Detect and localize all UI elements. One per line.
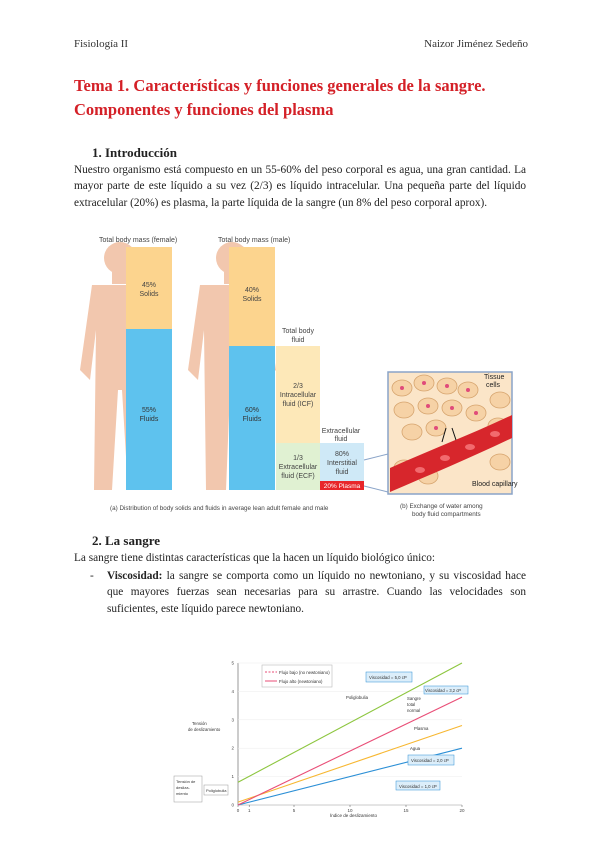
label-sangre-1: Sangre	[407, 696, 421, 701]
y-tick-label: 2	[231, 745, 234, 751]
y-tick-label: 4	[231, 688, 234, 694]
caption-b1: (b) Exchange of water among	[400, 503, 483, 510]
legend-high-flow: Flujo alto (newtoniano)	[279, 679, 323, 684]
header-right: Naizor Jiménez Sedeño	[424, 38, 528, 50]
caption-a: (a) Distribution of body solids and fluids in average lean adult female and male	[110, 505, 329, 512]
viscosity-chart	[170, 655, 470, 820]
body-fluids-figure	[0, 230, 600, 520]
bullet-dash: -	[90, 570, 94, 582]
blood-capillary-label: Blood capillary	[472, 481, 518, 488]
ecf-1: 1/3	[293, 455, 303, 462]
x-tick-label: 10	[347, 808, 353, 813]
visc-mid: Viscosidad = 3,2 cP	[425, 688, 461, 693]
y-tick-label: 1	[231, 774, 234, 780]
section-heading-introduction: 1. Introducción	[92, 145, 177, 160]
icf-2: Intracellular	[279, 392, 317, 399]
tissue-cells-2: cells	[486, 382, 501, 389]
label-agua: Agua	[410, 746, 421, 751]
ecf-head-2: fluid	[334, 436, 348, 443]
x-tick-label: 0	[236, 808, 240, 813]
total-body-fluid-1: Total body	[282, 328, 314, 335]
label-plasma: Plasma	[414, 726, 429, 731]
ecf-3: fluid (ECF)	[281, 473, 315, 480]
x-tick-label: 20	[459, 808, 465, 813]
intro-paragraph: Nuestro organismo está compuesto en un 55-60% del peso corporal es agua, una gran cantidad. La mayor parte de este líquido a su vez (2/3) es líquido intracelular. Una pequeña parte del líquido extracelular (20%) es plasma, la parte líquida de la sangre (un 8% del peso corporal aprox).	[74, 164, 526, 209]
ecf-2: Extracellular	[278, 464, 318, 471]
y-tick-label: 0	[231, 802, 234, 808]
male-fluids-word: Fluids	[242, 416, 262, 423]
female-fluids-pct: 55%	[141, 407, 157, 414]
blood-intro: La sangre tiene distintas características que la hacen un líquido biológico único:	[74, 552, 436, 564]
icf-3: fluid (ICF)	[282, 401, 314, 408]
caption-b2: body fluid compartments	[412, 511, 481, 518]
isf-1: 80%	[334, 451, 350, 458]
y-tick-label: 5	[231, 660, 234, 666]
isf-2: Interstitial	[327, 460, 357, 467]
plasma-label: 20% Plasma	[323, 483, 361, 490]
label-sangre-3: normal	[407, 708, 421, 713]
male-solids-pct: 40%	[244, 287, 260, 294]
label-poliglobulia: Poliglobulia	[346, 695, 368, 700]
y-axis-label-2: de deslizamiento	[188, 727, 221, 732]
female-mass-label: Total body mass (female)	[99, 237, 178, 244]
female-fluids-word: Fluids	[139, 416, 159, 423]
header-left: Fisiología II	[74, 38, 129, 50]
total-body-fluid-2: fluid	[291, 337, 305, 344]
x-tick-label: 5	[292, 808, 296, 813]
male-fluids-pct: 60%	[244, 407, 260, 414]
isf-3: fluid	[335, 469, 349, 476]
ecf-head-1: Extracellular	[321, 428, 361, 435]
section-heading-blood: 2. La sangre	[92, 533, 161, 548]
x-axis-label: Índice de deslizamiento	[330, 813, 378, 818]
td-1: Tensión de	[176, 779, 196, 784]
legend-low-flow: Flujo bajo (no newtoniano)	[279, 670, 330, 675]
y-tick-label: 3	[231, 717, 234, 723]
tissue-cells-1: Tissue	[484, 374, 505, 381]
male-mass-label: Total body mass (male)	[218, 237, 291, 244]
x-tick-label: 15	[403, 808, 409, 813]
viscosity-text: la sangre se comporta como un líquido no newtoniano, y su viscosidad hace que mayores fuerzas sean necesarias para su arrastre. Cuando las velocidades son suficientes, este líquido parece newtoniano.	[107, 570, 526, 615]
label-sangre-2: total	[407, 702, 416, 707]
poli-small: Poliglobulia	[206, 788, 227, 793]
visc-top: Viscosidad = 5,0 cP	[369, 675, 407, 680]
visc-min: Viscosidad = 1,0 cP	[399, 784, 437, 789]
y-axis-label-1: Tensión	[192, 721, 207, 726]
page-title: Tema 1. Características y funciones generales de la sangre. Componentes y funciones del plasma	[74, 76, 486, 119]
visc-low: Viscosidad = 2,0 cP	[411, 758, 449, 763]
female-solids-pct: 45%	[141, 282, 157, 289]
female-solids-word: Solids	[139, 291, 159, 298]
icf-1: 2/3	[293, 383, 303, 390]
tissue-exchange-panel	[388, 372, 518, 494]
male-solids-word: Solids	[242, 296, 262, 303]
viscosity-term: Viscosidad:	[107, 570, 163, 582]
td-3: miento	[176, 791, 189, 796]
viscosity-bullet	[107, 568, 526, 617]
x-tick-label: 1	[247, 808, 251, 813]
td-2: desliza-	[176, 785, 190, 790]
